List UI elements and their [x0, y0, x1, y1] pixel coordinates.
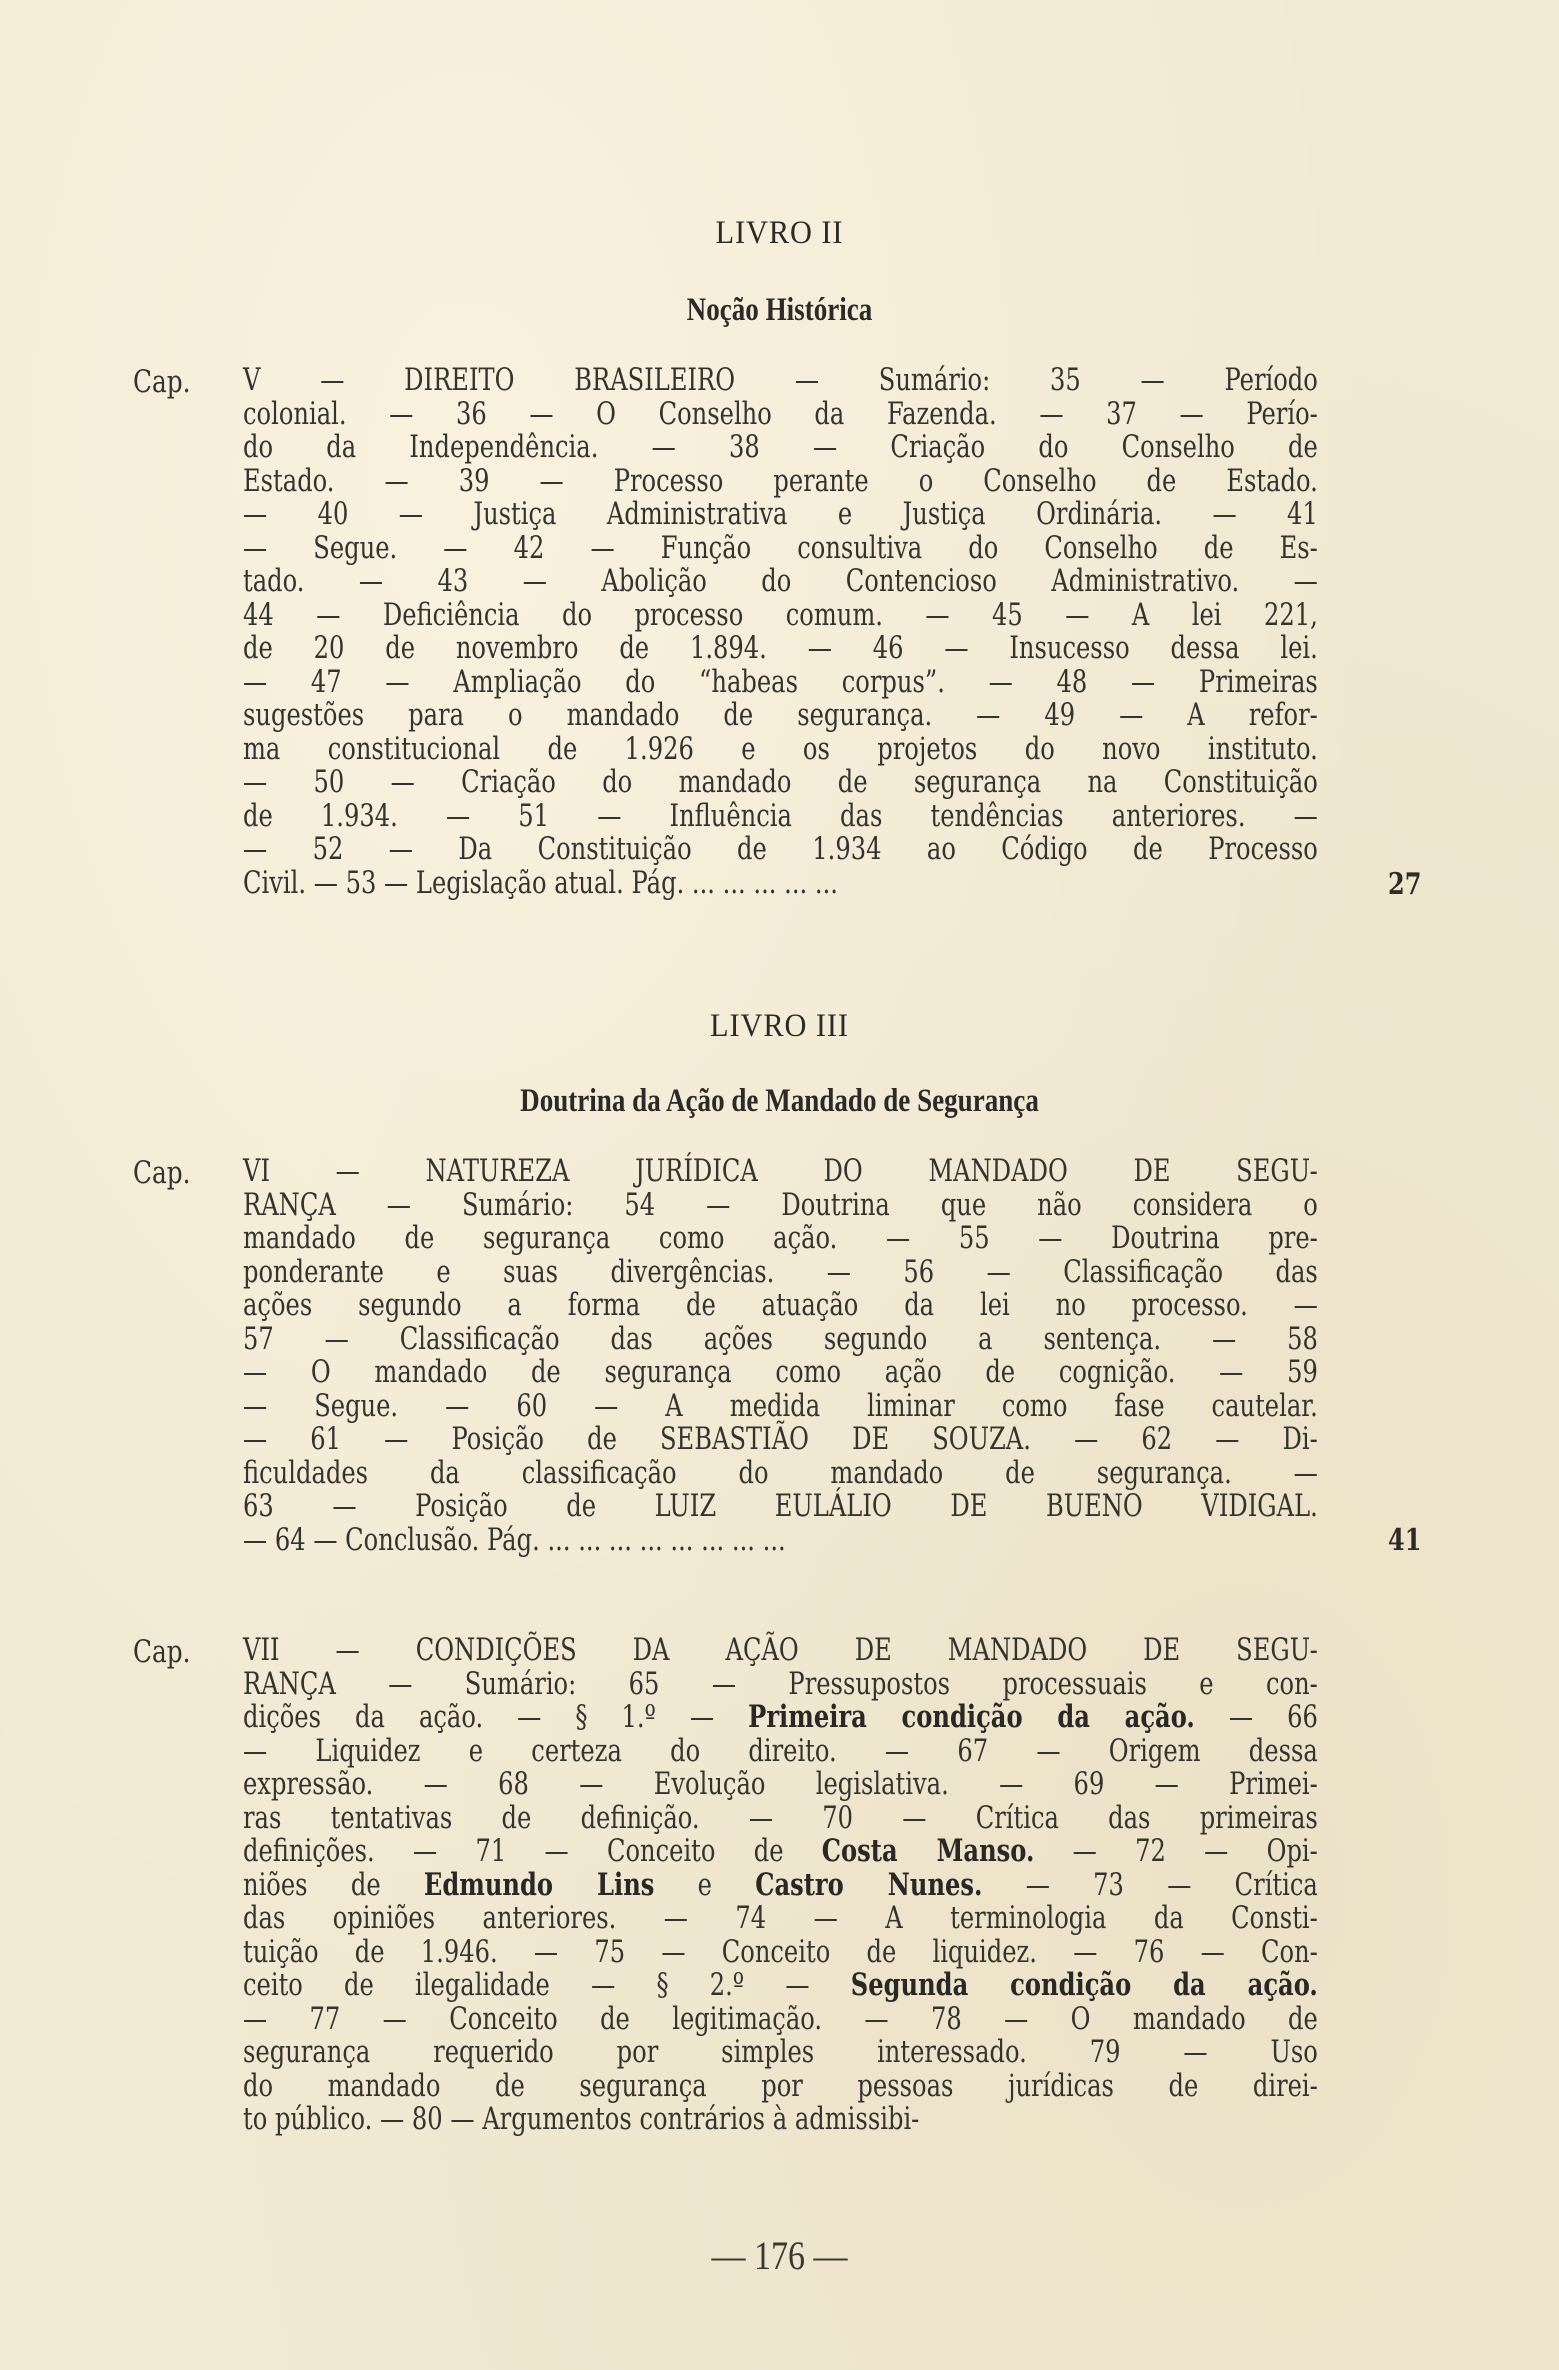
summary-line: ponderante e suas divergências. — 56 — Classificação das [243, 1253, 1318, 1290]
chapter-label: Cap. [133, 364, 191, 400]
summary-line: ficuldades da classificação do mandado de segurança. — [243, 1454, 1318, 1491]
text-run: do mandado de segurança por pessoas jurídicas de direi- [243, 2067, 1318, 2104]
bold-emphasis: Costa Manso. [821, 1833, 1035, 1869]
summary-line [243, 1768, 1318, 1802]
bold-emphasis: Castro Nunes. [755, 1866, 983, 1903]
summary-line [243, 2067, 1318, 2104]
summary-line: — 40 — Justiça Administrativa e Justiça Ordinária. — 41 [243, 496, 1318, 532]
summary-line [243, 1902, 1318, 1936]
summary-line: — Segue. — 42 — Função consultiva do Conselho de Es- [243, 529, 1318, 566]
page-reference: 41 [1388, 1523, 1422, 1558]
page-reference: 27 [1388, 867, 1422, 902]
summary-line [243, 2036, 1318, 2070]
summary-line: de 20 de novembro de 1.894. — 46 — Insucesso dessa lei. [243, 630, 1318, 666]
summary-line: RANÇA — Sumário: 54 — Doutrina que não considera o [243, 1186, 1318, 1223]
text-run: ceito de ilegalidade — § 2.º — [243, 1967, 851, 2003]
summary-line [243, 1665, 1318, 1702]
summary-line: — 47 — Ampliação do “habeas corpus”. — 48 — Primeiras [243, 663, 1318, 700]
bold-emphasis: Edmundo Lins [423, 1866, 655, 1903]
summary-line [243, 1634, 1318, 1668]
text-run: expressão. — 68 — Evolução legislativa. — 69 — Primei- [243, 1766, 1318, 1802]
summary-line: 44 — Deficiência do processo comum. — 45 — A lei 221, [243, 596, 1318, 633]
summary-line: VI — NATUREZA JURÍDICA DO MANDADO DE SEGU- [243, 1153, 1318, 1189]
text-run: VII — CONDIÇÕES DA AÇÃO DE MANDADO DE SEGU- [243, 1632, 1318, 1668]
text-run: dições da ação. — § 1.º — [243, 1699, 749, 1735]
summary-line: Estado. — 39 — Processo perante o Conselho de Estado. [243, 462, 1318, 499]
text-run: — 73 — Crítica [982, 1866, 1318, 1903]
bold-emphasis: Segunda condição da ação. [850, 1967, 1318, 2003]
book-title-livro-iii: LIVRO III [710, 1008, 849, 1044]
summary-line: 63 — Posição de LUIZ EULÁLIO DE BUENO VIDIGAL. [243, 1488, 1318, 1524]
chapter-summary [243, 1634, 1318, 2137]
book-subtitle-doutrina: Doutrina da Ação de Mandado de Segurança [520, 1083, 1039, 1119]
summary-line [243, 1969, 1318, 2003]
text-run: niões de [243, 1866, 424, 1903]
summary-line: — 52 — Da Constituição de 1.934 ao Código de Processo [243, 831, 1318, 867]
text-run: to público. — 80 — Argumentos contrários à admissibi- [243, 2101, 920, 2137]
summary-line [243, 2000, 1318, 2037]
chapter-summary [243, 1155, 1318, 1557]
summary-line: — 61 — Posição de SEBASTIÃO DE SOUZA. — 62 — Di- [243, 1421, 1318, 1457]
text-run: — 72 — Opi- [1034, 1833, 1318, 1869]
page-number-footer: — 176 — [711, 2233, 848, 2278]
summary-line [243, 1701, 1318, 1735]
text-run: e [654, 1866, 756, 1903]
text-run: tuição de 1.946. — 75 — Conceito de liquidez. — 76 — Con- [243, 1933, 1318, 1970]
summary-line [243, 1732, 1318, 1769]
book-title-livro-ii: LIVRO II [715, 215, 844, 251]
text-run: — 77 — Conceito de legitimação. — 78 — O mandado de [243, 2000, 1318, 2037]
bold-emphasis: Primeira condição da ação. [748, 1699, 1195, 1735]
summary-line: mandado de segurança como ação. — 55 — Doutrina pre- [243, 1220, 1318, 1256]
summary-line: de 1.934. — 51 — Influência das tendências anteriores. — [243, 797, 1318, 834]
text-run: segurança requerido por simples interessado. 79 — Uso [243, 2034, 1318, 2070]
text-run: ras tentativas de definição. — 70 — Crítica das primeiras [243, 1799, 1318, 1836]
summary-line: — Segue. — 60 — A medida liminar como fase cautelar. [243, 1387, 1318, 1424]
text-run: — Liquidez e certeza do direito. — 67 — Origem dessa [243, 1732, 1318, 1769]
summary-line: — O mandado de segurança como ação de cognição. — 59 [243, 1354, 1318, 1390]
text-run: — 66 [1194, 1699, 1318, 1735]
summary-line: tado. — 43 — Abolição do Contencioso Administrativo. — [243, 563, 1318, 599]
summary-line [243, 1933, 1318, 1970]
summary-line: colonial. — 36 — O Conselho da Fazenda. — 37 — Perío- [243, 395, 1318, 432]
summary-line: ações segundo a forma de atuação da lei no processo. — [243, 1287, 1318, 1323]
summary-line: V — DIREITO BRASILEIRO — Sumário: 35 — Período [243, 362, 1318, 398]
book-subtitle-nocao-historica: Noção Histórica [686, 292, 873, 328]
summary-line: — 50 — Criação do mandado de segurança na Constituição [243, 764, 1318, 800]
summary-line: Civil. — 53 — Legislação atual. Pág. ... ... ... ... ... [243, 864, 838, 901]
summary-line [243, 2103, 1318, 2137]
summary-line [243, 1866, 1318, 1903]
summary-line: do da Independência. — 38 — Criação do Conselho de [243, 429, 1318, 465]
summary-line [243, 1799, 1318, 1836]
summary-line [243, 1835, 1318, 1869]
chapter-summary [243, 364, 1318, 900]
text-run: definições. — 71 — Conceito de [243, 1833, 822, 1869]
summary-line: 57 — Classificação das ações segundo a sentença. — 58 [243, 1320, 1318, 1357]
text-run: das opiniões anteriores. — 74 — A terminologia da Consti- [243, 1900, 1318, 1936]
chapter-label: Cap. [133, 1155, 191, 1191]
summary-line: — 64 — Conclusão. Pág. ... ... ... ... ... ... ... ... [243, 1521, 786, 1558]
text-run: RANÇA — Sumário: 65 — Pressupostos processuais e con- [243, 1665, 1318, 1702]
chapter-label: Cap. [133, 1634, 191, 1670]
summary-line: sugestões para o mandado de segurança. — 49 — A refor- [243, 697, 1318, 733]
summary-line: ma constitucional de 1.926 e os projetos do novo instituto. [243, 730, 1318, 767]
